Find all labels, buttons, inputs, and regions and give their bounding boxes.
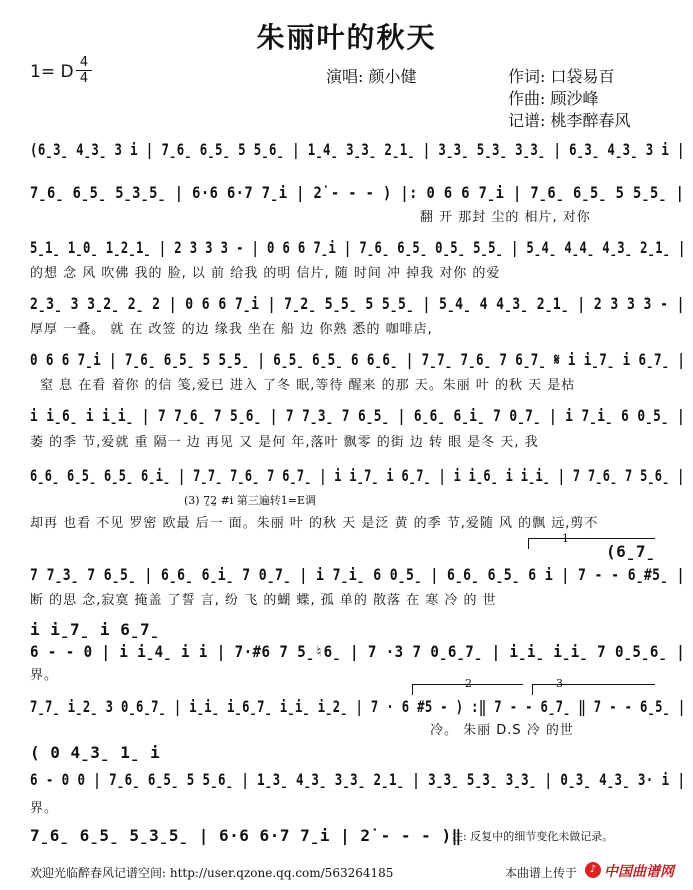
- score-row-3-lyrics: 的想 念 风 吹佛 我的 脸, 以 前 给我 的明 信片, 随 时间 冲 掉我 对你 的爱: [30, 266, 501, 281]
- score-row-10-lyrics: 冷。 朱丽 D.S 冷 的世: [430, 723, 574, 738]
- song-title: 朱丽叶的秋天: [256, 21, 437, 54]
- score-row-3-notes: 5̱1̱ 1̱0̱ 1̱2̱1̱ | 2 3 3 3 - | 0 6 6 7̱i | 7̱6̱ 6̱5̱ 0̱5̱ 5̱5̱ | 5̱4̱ 4̱4̱ 4̱3̱ 2̱1̱ |: [30, 238, 686, 257]
- upper-voice-c: ( 0 4̱3̱ 1̱ i: [30, 743, 161, 762]
- score-row-11-lyrics: 界。: [30, 801, 59, 816]
- score-row-1-notes: (6̱3̱ 4̱3̱ 3 i | 7̱6̱ 6̱5̱ 5 5̱6̱ | 1̱4̱ 3̱3̱ 2̱1̱ | 3̱3̱ 5̱3̱ 3̱3̱ | 6̱3̱ 4̱3̱ 3 i |: [30, 140, 685, 159]
- volta-1-label: 1: [562, 532, 569, 545]
- singer-credit: 演唱: 颜小健: [326, 67, 417, 86]
- upper-voice-a: (6̱7̱: [606, 542, 656, 561]
- transcriber-credit: 记谱: 桃李醉春风: [508, 111, 631, 130]
- upper-voice-b: i i̱7̱ i 6̱7̱: [30, 620, 160, 639]
- footer-text: 欢迎光临醉春风记谱空间: http://user.qzone.qq.com/563264185: [30, 866, 394, 880]
- score-row-4-notes: 2̱3̱ 3 3̱2̱ 2̱ 2 | 0 6 6 7̱i | 7̱2̱ 5̱5̱ 5 5̱5̱ | 5̱4̱ 4 4̱3̱ 2̱1̱ | 2 3 3 3 - |: [30, 294, 685, 313]
- lyricist-credit: 作词: 口袋易百: [508, 67, 615, 86]
- score-row-10-notes: 7̱7̱ i̱2̱ 3 0̱6̱7̱ | i̱i̱ i̱6̱7̱ i̱i̱ i̱2̱ | 7 · 6 #5 - ) :‖ 7 - - 6̱7̱ ‖ 7 - - 6̱5̱ |: [30, 697, 686, 716]
- score-row-2-notes: 7̱6̱ 6̱5̱ 5̱3̱5̱ | 6·6 6·7 7̱i | 2̇ - - - ) |: 0 6 6 7̱i | 7̱6̱ 6̱5̱ 5 5̱5̱ |: [30, 183, 685, 202]
- score-row-6-lyrics: 萎 的季 节,爱就 重 隔一 边 再见 又 是何 年,落叶 飘零 的街 边 转 眼 是冬 天, 我: [30, 435, 539, 450]
- upload-text: 本曲谱上传于: [505, 866, 578, 880]
- footnote: 注: 反复中的细节变化未做记录。: [452, 830, 614, 843]
- key-change-note: (3) 7̱2̱ #i 第三遍转1=E调: [184, 494, 317, 507]
- score-row-12-notes: 7̱6̱ 6̱5̱ 5̱3̱5̱ | 6·6 6·7 7̱i | 2̇ - - - )‖: [30, 826, 462, 845]
- score-row-11-notes: 6 - 0 0 | 7̱6̱ 6̱5̱ 5 5̱6̱ | 1̱3̱ 4̱3̱ 3̱3̱ 2̱1̱ | 3̱3̱ 5̱3̱ 3̱3̱ | 0̱3̱ 4̱3̱ 3· i |: [30, 770, 686, 789]
- site-logo-text: 中国曲谱网: [604, 864, 674, 880]
- volta-bracket-3: [532, 684, 655, 695]
- score-row-2-lyrics: 翻 开 那封 尘的 相片, 对你: [420, 210, 591, 225]
- score-row-7-notes: 6̱6̱ 6̱5̱ 6̱5̱ 6̱i̱ | 7̱7̱ 7̱6̱ 7 6̱7̱ | i i̱7̱ i 6̱7̱ | i i̱6̱ i i̱i̱ | 7 7̱6̱ 7 5̱6̱ |: [30, 466, 685, 485]
- score-row-4-lyrics: 厚厚 一叠。 就 在 改签 的边 缘我 坐在 船 边 你熟 悉的 咖啡店,: [30, 322, 433, 337]
- volta-2-label: 2: [465, 677, 472, 690]
- score-row-9-notes: 6 - - 0 | i i̱4̱ i i | 7·#6 7 5̱♮6̱ | 7 ·3 7 0̱6̱7̱ | i̱i̱ i̱i̱ 7 0̱5̱6̱ |: [30, 642, 686, 661]
- score-row-5-notes: 0 6 6 7̱i | 7̱6̱ 6̱5̱ 5 5̱5̱ | 6̱5̱ 6̱5̱ 6 6̱6̱ | 7̱7̱ 7̱6̱ 7 6̱7̱ 𝄋 i i̱7̱ i 6̱7̱ |: [30, 350, 686, 369]
- score-row-7-lyrics: 却再 也看 不见 罗密 欧最 后一 面。朱丽 叶 的秋 天 是泛 黄 的季 节,爱随 风 的飘 远,剪不: [30, 516, 599, 531]
- time-signature-bottom: 4: [79, 71, 89, 86]
- site-logo-icon: ♪: [585, 862, 601, 878]
- key-signature: 1= D: [30, 62, 74, 82]
- time-signature-top: 4: [79, 55, 89, 70]
- score-row-5-lyrics: 窒 息 在看 着你 的信 笺,爱已 进入 了冬 眠,等待 醒来 的那 天。朱丽 叶 的秋 天 是枯: [40, 378, 576, 393]
- volta-3-label: 3: [556, 677, 563, 690]
- composer-credit: 作曲: 顾沙峰: [508, 89, 599, 108]
- score-row-8-notes: 7 7̱3̱ 7 6̱5̱ | 6̱6̱ 6̱i̱ 7 0̱7̱ | i 7̱i̱ 6 0̱5̱ | 6̱6̱ 6̱5̱ 6 i | 7 - - 6̱#5̱ |: [30, 565, 685, 584]
- score-row-6-notes: i i̱6̱ i i̱i̱ | 7 7̱6̱ 7 5̱6̱ | 7 7̱3̱ 7 6̱5̱ | 6̱6̱ 6̱i̱ 7 0̱7̱ | i 7̱i̱ 6 0̱5̱ |: [30, 406, 686, 425]
- time-signature: [76, 56, 92, 85]
- score-row-9-lyrics: 界。: [30, 668, 59, 683]
- score-row-8-lyrics: 断 的思 念,寂寞 掩盖 了誓 言, 纷 飞 的蝴 蝶, 孤 单的 散落 在 寒 冷 的 世: [30, 593, 497, 608]
